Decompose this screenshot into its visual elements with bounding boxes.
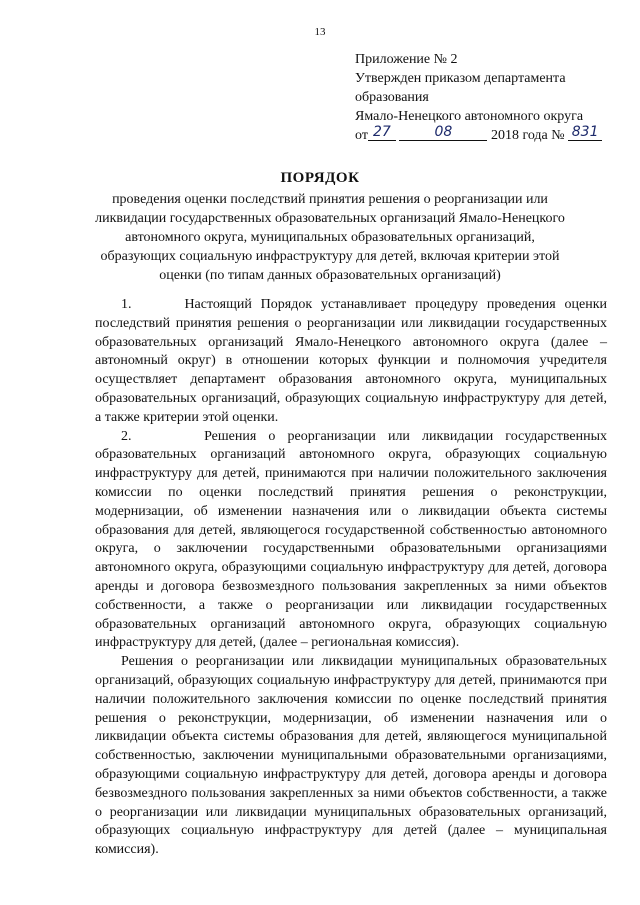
appendix-approved-line: Утвержден приказом департамента	[355, 71, 566, 86]
appendix-department-line: образования	[355, 90, 429, 105]
paragraph-2: 2. Решения о реорганизации или ликвидации государственных образовательных организаций автономного округа, образующих социальную инфраструктуру для детей, принимаются при наличии положительного заключения комиссии по оценки последствий принятия решения о реконструкции, модернизации, об изменении назначения или о ликвидации объекта системы образования для детей, являющегося государственной собственностью автономного округа, о заключении государственными образовательными организациями автономного округа, образующими социальную инфраструктуру для детей, договора аренды и договора безвозмездного пользования закрепленных за ними объектов собственности, а также о реорганизации или ликвидации государственных образовательных организаций автономного округа, образующих социальную инфраструктуру для детей, (далее – региональная комиссия).	[95, 428, 607, 651]
paragraph-1: 1. Настоящий Порядок устанавливает процедуру проведения оценки последствий принятия решения о реорганизации или ликвидации государственных образовательных организаций Ямало-Ненецкого автономного округа (далее – автономный округ) в отношении которых функции и полномочия учредителя осуществляет департамент образования автономного округа, муниципальных образовательных организаций, образующих социальную инфраструктуру для детей, а также критерии этой оценки.	[95, 297, 607, 425]
appendix-date-line	[355, 126, 635, 145]
date-year: 2018 года №	[490, 128, 565, 143]
document-title: ПОРЯДОК	[280, 170, 360, 186]
document-body	[95, 296, 607, 860]
date-day: 27	[373, 124, 391, 140]
order-number-field	[568, 126, 602, 141]
date-month-field	[399, 126, 487, 141]
appendix-block	[355, 50, 635, 145]
paragraph-3: Решения о реорганизации или ликвидации муниципальных образовательных организаций, образующих социальную инфраструктуру для детей, принимаются при наличии положительного заключения комиссии по оценке последствий принятия решения о реконструкции, модернизации, об изменении назначения или о ликвидации объекта системы образования для детей, являющегося муниципальной собственностью, заключении муниципальными образовательными организациями, образующими социальную инфраструктуру для детей, договора аренды и договора безвозмездного пользования закрепленных за ними объектов собственности, а также о реорганизации или ликвидации муниципальных образовательных организаций, образующих социальную инфраструктуру для детей (далее – муниципальная комиссия).	[95, 654, 607, 858]
appendix-title: Приложение № 2	[355, 52, 458, 67]
appendix-region-line: Ямало-Ненецкого автономного округа	[355, 109, 584, 124]
date-day-field	[368, 126, 396, 141]
date-prefix: от	[355, 128, 368, 143]
order-number: 831	[571, 124, 599, 140]
date-month: 08	[434, 124, 453, 140]
page-number: 13	[314, 26, 326, 38]
document-subtitle: проведения оценки последствий принятия решения о реорганизации или ликвидации государственных образовательных организаций Ямало-Ненецкого автономного округа, муниципальных образовательных организаций, образующих социальную инфраструктуру для детей, включая критерии этой оценки (по типам данных образовательных организаций)	[95, 192, 565, 283]
